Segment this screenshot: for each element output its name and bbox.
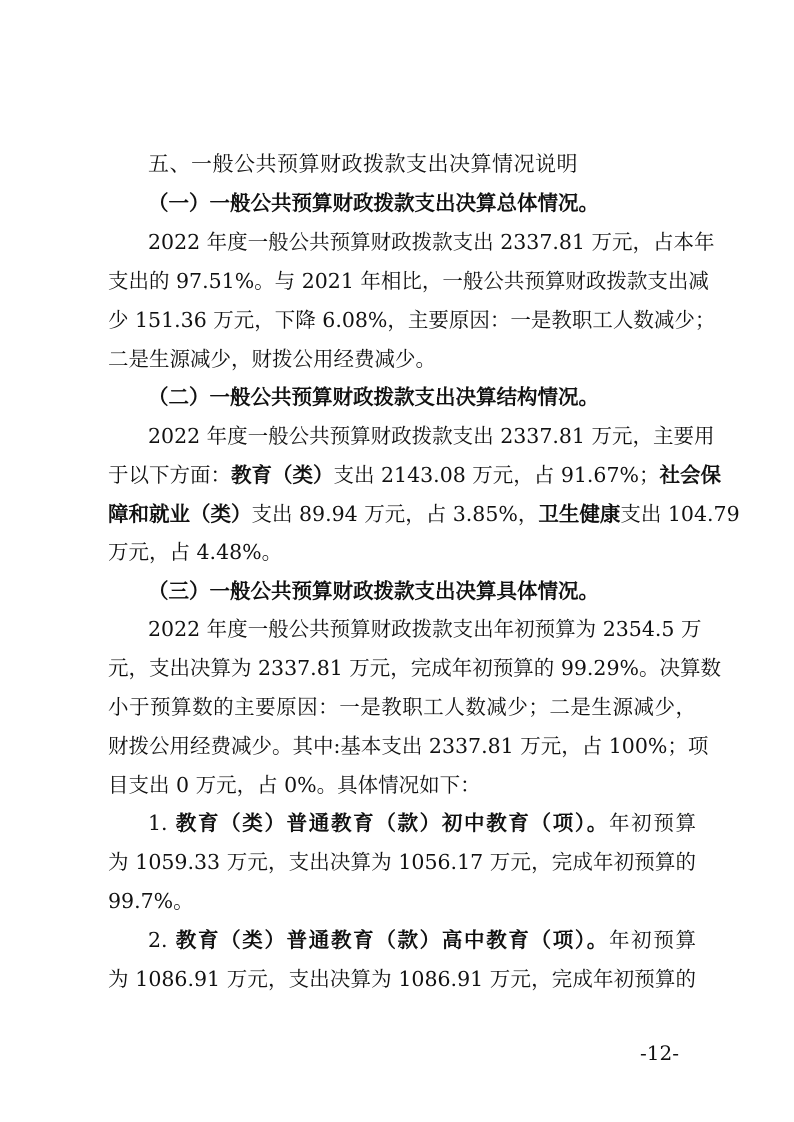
item-2-title: 教育（类）普通教育（款）高中教育（项）。 bbox=[175, 928, 609, 952]
text-span: 年初预算 bbox=[608, 928, 697, 952]
item-2-number: 2. bbox=[148, 928, 168, 952]
item-1-line-2: 为 1059.33 万元，支出决算为 1056.17 万元，完成年初预算的 bbox=[108, 850, 696, 874]
item-1-line-3: 99.7%。 bbox=[108, 889, 194, 913]
paragraph-3-line-4: 财拨公用经费减少。其中:基本支出 2337.81 万元，占 100%；项 bbox=[108, 734, 709, 758]
category-social-security-part1: 社会保 bbox=[659, 463, 721, 487]
text-span: 支出 104.79 bbox=[620, 502, 740, 526]
paragraph-1-line-3: 少 151.36 万元，下降 6.08%，主要原因：一是教职工人数减少； bbox=[108, 308, 716, 332]
paragraph-1-line-1: 2022 年度一般公共预算财政拨款支出 2337.81 万元，占本年 bbox=[148, 230, 715, 254]
page-number: -12- bbox=[640, 1041, 679, 1065]
paragraph-3-line-3: 小于预算数的主要原因：一是教职工人数减少；二是生源减少， bbox=[108, 695, 696, 719]
category-education: 教育（类） bbox=[231, 463, 334, 487]
paragraph-3-line-1: 2022 年度一般公共预算财政拨款支出年初预算为 2354.5 万 bbox=[148, 617, 702, 641]
paragraph-2-line-1: 2022 年度一般公共预算财政拨款支出 2337.81 万元，主要用 bbox=[148, 424, 715, 448]
section-heading: 五、一般公共预算财政拨款支出决算情况说明 bbox=[148, 152, 578, 176]
text-span: 支出 2143.08 万元，占 91.67%； bbox=[333, 463, 660, 487]
subsection-heading-3: （三）一般公共预算财政拨款支出决算具体情况。 bbox=[148, 579, 599, 603]
paragraph-1-line-2: 支出的 97.51%。与 2021 年相比，一般公共预算财政拨款支出减 bbox=[108, 269, 709, 293]
paragraph-2-line-4: 万元，占 4.48%。 bbox=[108, 540, 283, 564]
category-health: 卫生健康 bbox=[538, 502, 621, 526]
text-span: 于以下方面： bbox=[108, 463, 231, 487]
paragraph-1-line-4: 二是生源减少，财拨公用经费减少。 bbox=[108, 347, 436, 371]
paragraph-2-line-2 bbox=[108, 460, 721, 490]
item-2-line-2: 为 1086.91 万元，支出决算为 1086.91 万元，完成年初预算的 bbox=[108, 967, 696, 991]
item-1-number: 1. bbox=[148, 811, 168, 835]
text-span: 支出 89.94 万元，占 3.85%， bbox=[251, 502, 539, 526]
paragraph-2-line-3 bbox=[108, 499, 740, 529]
item-2-line-1 bbox=[148, 925, 696, 955]
item-1-title: 教育（类）普通教育（款）初中教育（项）。 bbox=[175, 811, 609, 835]
subsection-heading-1: （一）一般公共预算财政拨款支出决算总体情况。 bbox=[148, 191, 599, 215]
subsection-heading-2: （二）一般公共预算财政拨款支出决算结构情况。 bbox=[148, 385, 599, 409]
category-social-security-part2: 障和就业（类） bbox=[108, 502, 252, 526]
paragraph-3-line-5: 目支出 0 万元，占 0%。具体情况如下： bbox=[108, 773, 481, 797]
item-1-line-1 bbox=[148, 808, 696, 838]
text-span: 年初预算 bbox=[608, 811, 697, 835]
paragraph-3-line-2: 元，支出决算为 2337.81 万元，完成年初预算的 99.29%。决算数 bbox=[108, 656, 721, 680]
